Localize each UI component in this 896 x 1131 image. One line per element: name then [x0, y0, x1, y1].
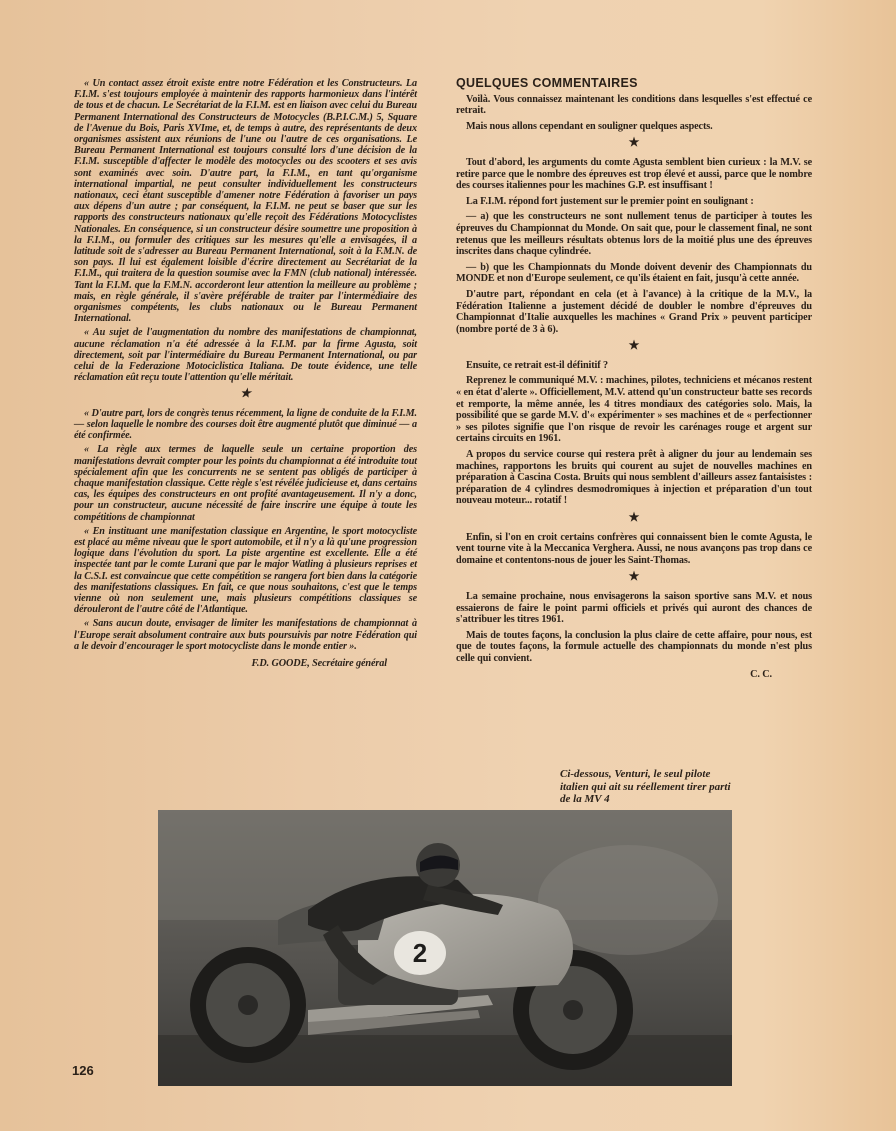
paragraph: La semaine prochaine, nous envisagerons la saison sportive sans M.V. et nous essaierons de faire le point parmi officiels et privés qui auront des chances de s'attribuer les titres 1961.: [456, 590, 812, 626]
paragraph: « D'autre part, lors de congrès tenus récemment, la ligne de conduite de la F.I.M. — selon laquelle le nombre des courses doit être augmenté plutôt que diminué — a été confirmée.: [74, 407, 417, 442]
paragraph: Mais nous allons cependant en souligner quelques aspects.: [466, 120, 713, 132]
photo-caption: Ci-dessous, Venturi, le seul pilote italien qui ait su réellement tirer parti de la MV 4: [560, 768, 731, 805]
paragraph: « Au sujet de l'augmentation du nombre des manifestations de championnat, aucune réclamation n'a été adressée à la F.I.M. par la firme Agusta, soit directement, soit par l'intermédiaire du Bureau Permanent International, ou par celui de la Federazione Motociclistica Italiana. De toute évidence, une telle réclamation eût reçu toute l'attention qu'elle méritait.: [74, 327, 417, 384]
paragraph: « La règle aux termes de laquelle seule un certaine proportion des manifestations devrait compter pour les points du championnat a été introduite tout spécialement afin que les concurrents ne se sentent pas obligés de participer à chaque manifestation classique. Cette règle s'est révélée judicieuse et, dans certains cas, les équipes des constructeurs en ont profité avantageusement. Il n'y a donc, pour un constructeur, aucune nécessité de faire inscrire une équipe à toute les compétitions de championnat: [74, 444, 417, 523]
paragraph: « Sans aucun doute, envisager de limiter les manifestations de championnat à l'Europe serait absolument contraire aux buts poursuivis par notre Fédération qui a le devoir d'encourager le sport motocycliste dans le monde entier ».: [74, 618, 417, 652]
paragraph: Mais de toutes façons, la conclusion la plus claire de cette affaire, pour nous, est que de toutes façons, la formule actuelle des championnats du monde n'est plus celle qui convient.: [456, 629, 812, 664]
paragraph: — a) que les constructeurs ne sont nullement tenus de participer à toutes les épreuves du Championnat du Monde. On sait que, pour le classement final, ne sont retenus que les meilleurs résultats obtenus lors de la moitié plus une des épreuves inscrites dans chaque cylindrée.: [456, 211, 812, 258]
paragraph: Tout d'abord, les arguments du comte Agusta semblent bien curieux : la M.V. se retire parce que le nombre des épreuves est trop élevé et aussi, parce que le nombre des courses italiennes pour les machines G.P. est insuffisant !: [456, 156, 812, 192]
paragraph: Reprenez le communiqué M.V. : machines, pilotes, techniciens et mécanos restent « en état d'alerte ». Officiellement, M.V. attend qu'un constructeur batte ses records et remporte, la même année, les 4 titres mondiaux des catégories solo. Mais, la possibilité que se garde M.V. d'« expérimenter » ses machines et de « perfectionner » ses pilotes signifie que l'on risque de revoir les carénages rouge et argent sur certains circuits en 1961.: [456, 375, 812, 445]
paragraph: « En instituant une manifestation classique en Argentine, le sport motocycliste est placé au même niveau que le sport automobile, et il n'y a là qu'une progression logique dans l'évolution du sport. La piste argentine est excellente. Elle a été inspectée tant par le comte Lurani que par le major Watling à plusieurs reprises et la C.S.I. est convaincue que cette compétition se rangera fort bien dans la catégorie des manifestations classiques. En fait, ce que nous souhaitons, c'est que le temps vienne où non seulement une, mais plusieurs compétitions classiques se dérouleront de l'autre côté de l'Atlantique.: [74, 525, 417, 616]
star-separator: ★: [240, 386, 251, 401]
motorcycle-photo: [158, 810, 732, 1086]
paragraph: Enfin, si l'on en croit certains confrères qui connaissent bien le comte Agusta, le vent tourne vite à la Meccanica Verghera. Aussi, ne nous avançons pas trop dans ce domaine et contentons-nous de jouer les Saint-Thomas.: [456, 531, 812, 566]
star-separator: ★: [628, 135, 640, 150]
star-separator: ★: [628, 510, 640, 524]
paragraph: A propos du service course qui restera prêt à aligner du jour au lendemain ses machines, rapportons les bruits qui courent au sujet de nouvelles machines en préparation à Cascina Costa. Bruits qui nous semblent d'ailleurs assez fantaisistes : préparation de 4 cylindres desmodromiques à injection et préparation d'un tout nouveau moteur... rotatif !: [456, 449, 812, 507]
race-number: 2: [412, 938, 428, 968]
star-separator: ★: [628, 338, 640, 353]
paragraph: « Un contact assez étroit existe entre notre Fédération et les Constructeurs. La F.I.M. s'est toujours employée à maintenir des rapports harmonieux dans l'intérêt de tous et de chacun. Le Secrétariat de la F.I.M. est en liaison avec celui du Bureau Permanent International des Constructeurs de Motocycles (B.P.I.C.M.) 5, Square de l'Avenue du Bois, Paris XVIme, et, de temps à autre, des représentants de deux organismes assistent aux réunions de l'une ou l'autre de ces organisations. Le Bureau Permanent International est toujours consulté lors d'une décision de la F.I.M. susceptible d'affecter le modèle des motocycles ou des scooters et ses avis sont examinés avec soin. D'autre part, la F.I.M., en tant qu'organisme international impartial, ne peut consulter individuellement les constructeurs nationaux, ceci étant susceptible d'amener notre Fédération à favoriser un pays aux dépens d'un autre ; par conséquent, la F.I.M. ne peut se baser que sur les rapports des constructeurs nationaux qu'elle reçoit des Fédérations Motocyclistes Nationales. En conséquence, si un constructeur désire soumettre une proposition à la F.I.M., ou formuler des critiques sur les mesures qu'elle a envisagées, il a latitude soit de s'adresser au Bureau Permanent International, soit à la F.M.N. de son pays. Il lui est également loisible d'écrire directement au Secrétariat de la F.I.M., qui traitera de la question soumise avec la FMN (club national) intéressée. Tant la F.I.M. que la F.M.N. accorderont leur attention la meilleure au problème ; mais, en règle générale, il s'avère préférable de traiter par l'intermédiaire des organismes compétents, les clubs nationaux ou le Bureau Permanent International.: [74, 78, 417, 325]
paragraph: D'autre part, répondant en cela (et à l'avance) à la critique de la M.V., la Fédération Italienne a justement décidé de doubler le nombre d'épreuves du Championnat d'Italie auxquelles les machines « Grand Prix » peuvent participer (nombre porté de 3 à 6).: [456, 288, 812, 335]
paragraph: — b) que les Championnats du Monde doivent devenir des Championnats du MONDE et non d'Europe seulement, ce qu'ils étaient en fait, jusqu'à cette année.: [456, 261, 812, 285]
paragraph: La F.I.M. répond fort justement sur le premier point en soulignant :: [466, 195, 754, 207]
signature-goode: F.D. GOODE, Secrétaire général: [251, 657, 387, 669]
motorcycle-illustration: [158, 810, 732, 1086]
signature-cc: C. C.: [750, 668, 772, 680]
star-separator: ★: [628, 569, 640, 584]
paragraph: Voilà. Vous connaissez maintenant les conditions dans lesquelles s'est effectué ce retrait.: [456, 93, 812, 117]
paragraph: Ensuite, ce retrait est-il définitif ?: [466, 359, 608, 371]
page-number: 126: [72, 1063, 94, 1078]
left-column: [74, 78, 417, 669]
section-heading: QUELQUES COMMENTAIRES: [456, 76, 638, 90]
right-column: [456, 78, 812, 680]
